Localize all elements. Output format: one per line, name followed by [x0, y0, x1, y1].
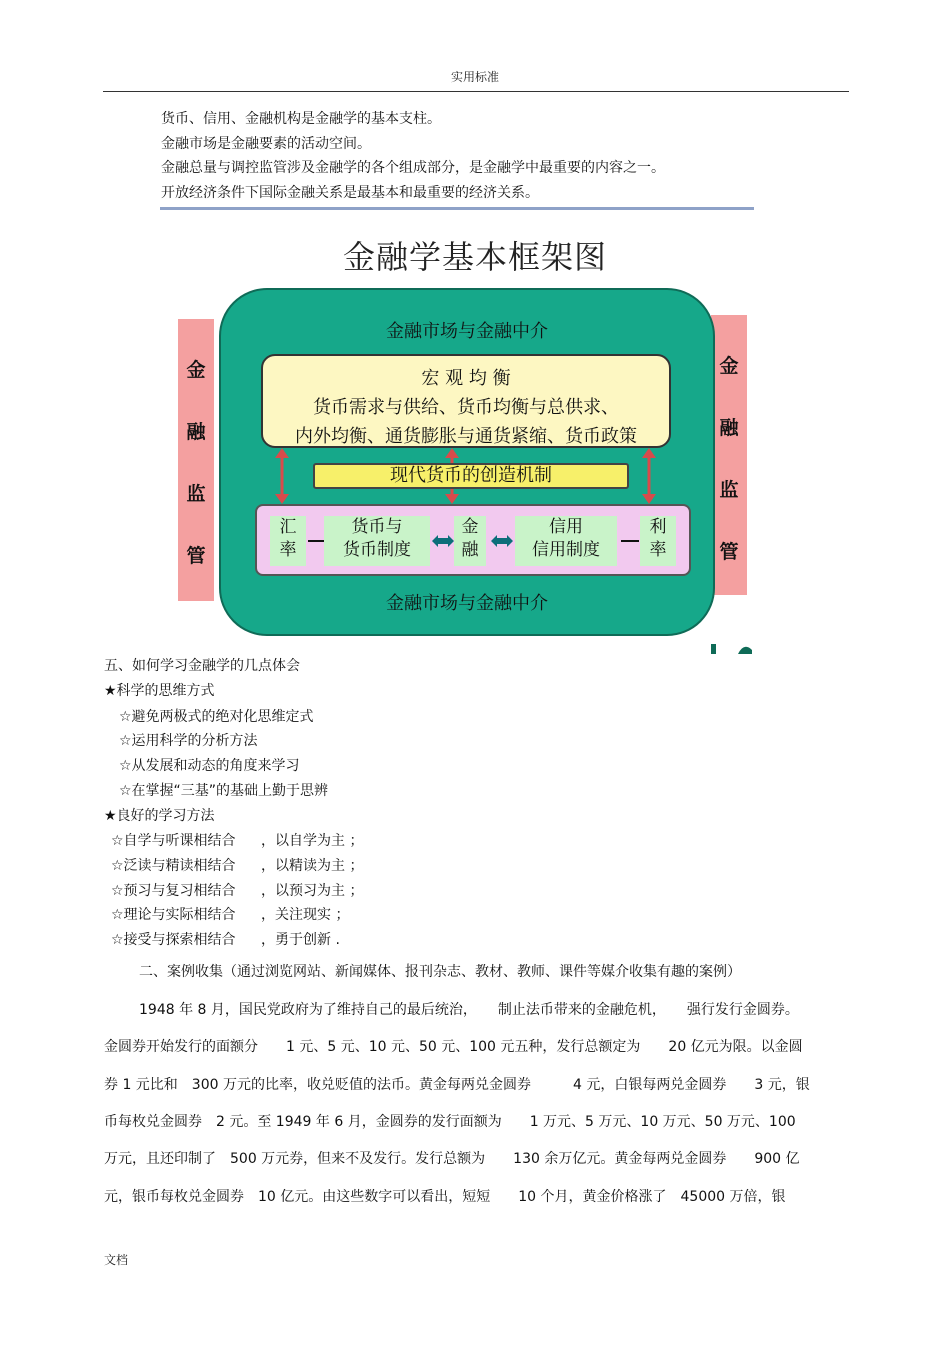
right-bar-char-1: 金: [719, 355, 739, 377]
cell-interest-line-2: 率: [649, 540, 667, 560]
method-item-5-left: ☆接受与探索相结合: [111, 932, 236, 948]
method-item-1-left: ☆自学与听课相结合: [111, 833, 236, 849]
left-bar-char-2: 融: [186, 421, 206, 443]
cell-money-line-2: 货币制度: [343, 540, 411, 560]
macro-title: 宏 观 均 衡: [421, 368, 511, 389]
thinking-item-3: ☆从发展和动态的角度来学习: [119, 758, 300, 774]
connector-dash-left: [308, 540, 324, 542]
bottom-market-label: 金融市场与金融中介: [386, 593, 548, 614]
cell-credit-line-2: 信用制度: [532, 540, 600, 560]
intro-line-1: 货币、信用、金融机构是金融学的基本支柱。: [161, 111, 441, 127]
cell-exchange-rate: [270, 516, 306, 566]
case-paragraph-line-3: 券 1 元比和 300 万元的比率，收兑贬值的法币。黄金每两兑金圆券 4 元，白银每两兑金圆券 3 元，银: [104, 1077, 810, 1093]
cell-money-line-1: 货币与: [351, 517, 403, 537]
method-item-3-right: ，以预习为主 ；: [261, 883, 364, 899]
section-divider: [160, 207, 754, 210]
case-paragraph-line-5: 万元，且还印制了 500 万元券，但来不及发行。发行总额为 130 余万亿元。黄金每两兑金圆券 900 亿: [104, 1151, 800, 1167]
method-item-2-left: ☆泛读与精读相结合: [111, 858, 236, 874]
cell-money-system: [324, 516, 430, 566]
method-item-4-right: ，关注现实 ；: [261, 907, 350, 923]
right-regulation-bar: [711, 315, 747, 595]
method-item-5-right: ，勇于创新 .: [261, 932, 340, 948]
header-rule: [103, 91, 849, 92]
right-bar-char-4: 管: [719, 541, 739, 563]
method-item-3-left: ☆预习与复习相结合: [111, 883, 236, 899]
case-paragraph-line-1: 1948 年 8 月，国民党政府为了维持自己的最后统治， 制止法币带来的金融危机， 强行发行金圆券。: [139, 1002, 799, 1018]
cell-interest-line-1: 利: [649, 517, 667, 537]
case-paragraph-line-6: 元，银币每枚兑金圆券 10 亿元。由这些数字可以看出，短短 10 个月，黄金价格涨了 45000 万倍，银: [104, 1189, 786, 1205]
left-bar-char-4: 管: [186, 545, 206, 567]
left-bar-char-1: 金: [186, 359, 206, 381]
thinking-item-4: ☆在掌握“三基”的基础上勤于思辨: [119, 783, 329, 799]
left-exchange-arrow-icon: [432, 534, 454, 548]
method-item-2-right: ，以精读为主 ；: [261, 858, 364, 874]
thinking-item-1: ☆避免两极式的绝对化思维定式: [119, 709, 314, 725]
cell-finance-line-2: 融: [461, 540, 479, 560]
section5-heading: 五、如何学习金融学的几点体会: [104, 658, 300, 674]
methods-heading: ★良好的学习方法: [104, 808, 215, 824]
left-bar-char-3: 监: [186, 483, 206, 505]
thinking-heading: ★科学的思维方式: [104, 683, 215, 699]
case-paragraph-line-4: 币每枚兑金圆券 2 元。至 1949 年 6 月，金圆券的发行面额为 1 万元、5 万元、10 万元、50 万元、100: [104, 1114, 796, 1130]
intro-line-2: 金融市场是金融要素的活动空间。: [161, 136, 371, 152]
macro-equilibrium-box: [261, 354, 671, 448]
case-paragraph-line-2: 金圆券开始发行的面额分 1 元、5 元、10 元、50 元、100 元五种，发行总额定为 20 亿元为限。以金圆: [104, 1039, 803, 1055]
section2-heading: 二、案例收集（通过浏览网站、新闻媒体、报刊杂志、教材、教师、课件等媒介收集有趣的案例）: [139, 964, 741, 980]
top-market-label: 金融市场与金融中介: [386, 321, 548, 342]
right-bar-char-2: 融: [719, 417, 739, 439]
method-item-1-right: ，以自学为主 ；: [261, 833, 364, 849]
cell-exchange-rate-line-2: 率: [279, 540, 297, 560]
cell-credit-line-1: 信用: [549, 517, 583, 537]
money-creation-mechanism: 现代货币的创造机制: [313, 463, 629, 489]
cell-credit-system: [515, 516, 617, 566]
intro-line-3: 金融总量与调控监管涉及金融学的各个组成部分，是金融学中最重要的内容之一。: [161, 160, 665, 176]
cell-finance: [454, 516, 486, 566]
method-item-4-left: ☆理论与实际相结合: [111, 907, 236, 923]
cell-finance-line-1: 金: [461, 517, 479, 537]
cell-exchange-rate-line-1: 汇: [279, 517, 297, 537]
right-exchange-arrow-icon: [491, 534, 513, 548]
page-header-title: 实用标准: [450, 70, 499, 84]
macro-line-1: 货币需求与供给、货币均衡与总供求、: [313, 397, 619, 418]
right-double-arrow-icon: [637, 447, 661, 505]
connector-dash-right: [621, 540, 639, 542]
left-regulation-bar: [178, 319, 214, 601]
page-footer-label: 文档: [104, 1253, 129, 1267]
intro-line-4: 开放经济条件下国际金融关系是最基本和最重要的经济关系。: [161, 185, 539, 201]
left-double-arrow-icon: [270, 447, 294, 505]
macro-line-2: 内外均衡、通货膨胀与通货紧缩、货币政策: [295, 426, 637, 447]
thinking-item-2: ☆运用科学的分析方法: [119, 733, 258, 749]
diagram-title: 金融学基本框架图: [342, 238, 607, 276]
right-bar-char-3: 监: [719, 479, 739, 501]
cell-interest-rate: [640, 516, 676, 566]
cropped-graphic-fragment: [708, 640, 758, 654]
